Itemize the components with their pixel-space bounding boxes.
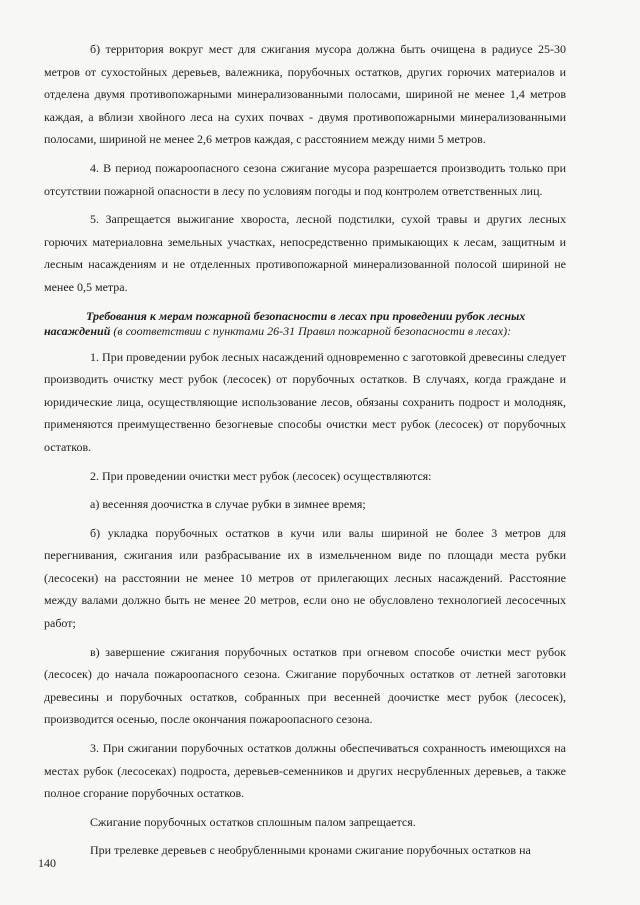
paragraph-skidding: При трелевке деревьев с необрубленными кронами сжигание порубочных остатков на [90, 843, 531, 858]
paragraph-item-5: 5. Запрещается выжигание хвороста, лесной подстилки, сухой травы и других лесных горючих материаловна земельных участках, непосредственно примыкающих к лесам, защитным и лесным насаждениям и не отделенных противопожарной минерализованной полосой шириной не менее 0,5 метра. [44, 212, 566, 294]
paragraph-item-1: 1. При проведении рубок лесных насаждений одновременно с заготовкой древесины следует производить очистку мест рубок (лесосек) от порубочных остатков. В случаях, когда граждане и юридические лица, осуществляющие использование лесов, обязаны сохранить подрост и молодняк, применяются преимущественно безогневые способы очистки мест рубок (лесосек) от порубочных остатков. [44, 349, 566, 454]
page-body [44, 38, 566, 868]
paragraph-subitem-v: в) завершение сжигания порубочных остатков при огневом способе очистки мест рубок (лесосек) до начала пожароопасного сезона. Сжигание порубочных остатков от летней заготовки древесины и порубочных остатков, собранных при весенней доочистке мест рубок (лесосек), производится осенью, после окончания пожароопасного сезона. [44, 644, 566, 727]
paragraph-subitem-a: а) весенняя доочистка в случае рубки в зимнее время; [90, 497, 366, 512]
paragraph-item-2: 2. При проведении очистки мест рубок (лесосек) осуществляются: [90, 468, 432, 483]
paragraph-item-4: 4. В период пожароопасного сезона сжигание мусора разрешается производить только при отсутствии пожарной опасности в лесу по условиям погоды и под контролем ответственных лиц. [44, 160, 566, 198]
paragraph-clearing-radius: б) территория вокруг мест для сжигания мусора должна быть очищена в радиусе 25-30 метров от сухостойных деревьев, валежника, порубочных остатков, других горючих материалов и отделена двумя противопожарными минерализованными полосами, шириной не менее 1,4 метров каждая, а вблизи хвойного леса на сухих почвах - двумя противопожарными минерализованными полосами, шириной не менее 2,6 метров каждая, с расстоянием между ними 5 метров. [44, 42, 566, 147]
section-heading [44, 309, 566, 340]
paragraph-item-3: 3. При сжигании порубочных остатков должны обеспечиваться сохранность имеющихся на местах рубок (лесосеках) подроста, деревьев-семенников и других несрубленных деревьев, а также полное сгорание порубочных остатков. [44, 741, 566, 801]
section-heading-note: (в соответствии с пунктами 26-31 Правил пожарной безопасности в лесах): [110, 324, 512, 339]
paragraph-solid-burn-ban: Сжигание порубочных остатков сплошным палом запрещается. [90, 814, 416, 829]
paragraph-subitem-b: б) укладка порубочных остатков в кучи или валы шириной не более 3 метров для перегнивания, сжигания или разбрасывание их в измельченном виде по площади места рубки (лесосеки) на расстоянии не менее 10 метров от прилегающих лесных насаждений. Расстояние между валами должно быть не менее 20 метров, если оно не обусловлено технологией лесосечных работ; [44, 525, 566, 631]
page-number: 140 [38, 856, 56, 870]
section-heading-bold: Требования к мерам пожарной безопасности в лесах при проведении рубок лесных насаждений [44, 308, 526, 339]
